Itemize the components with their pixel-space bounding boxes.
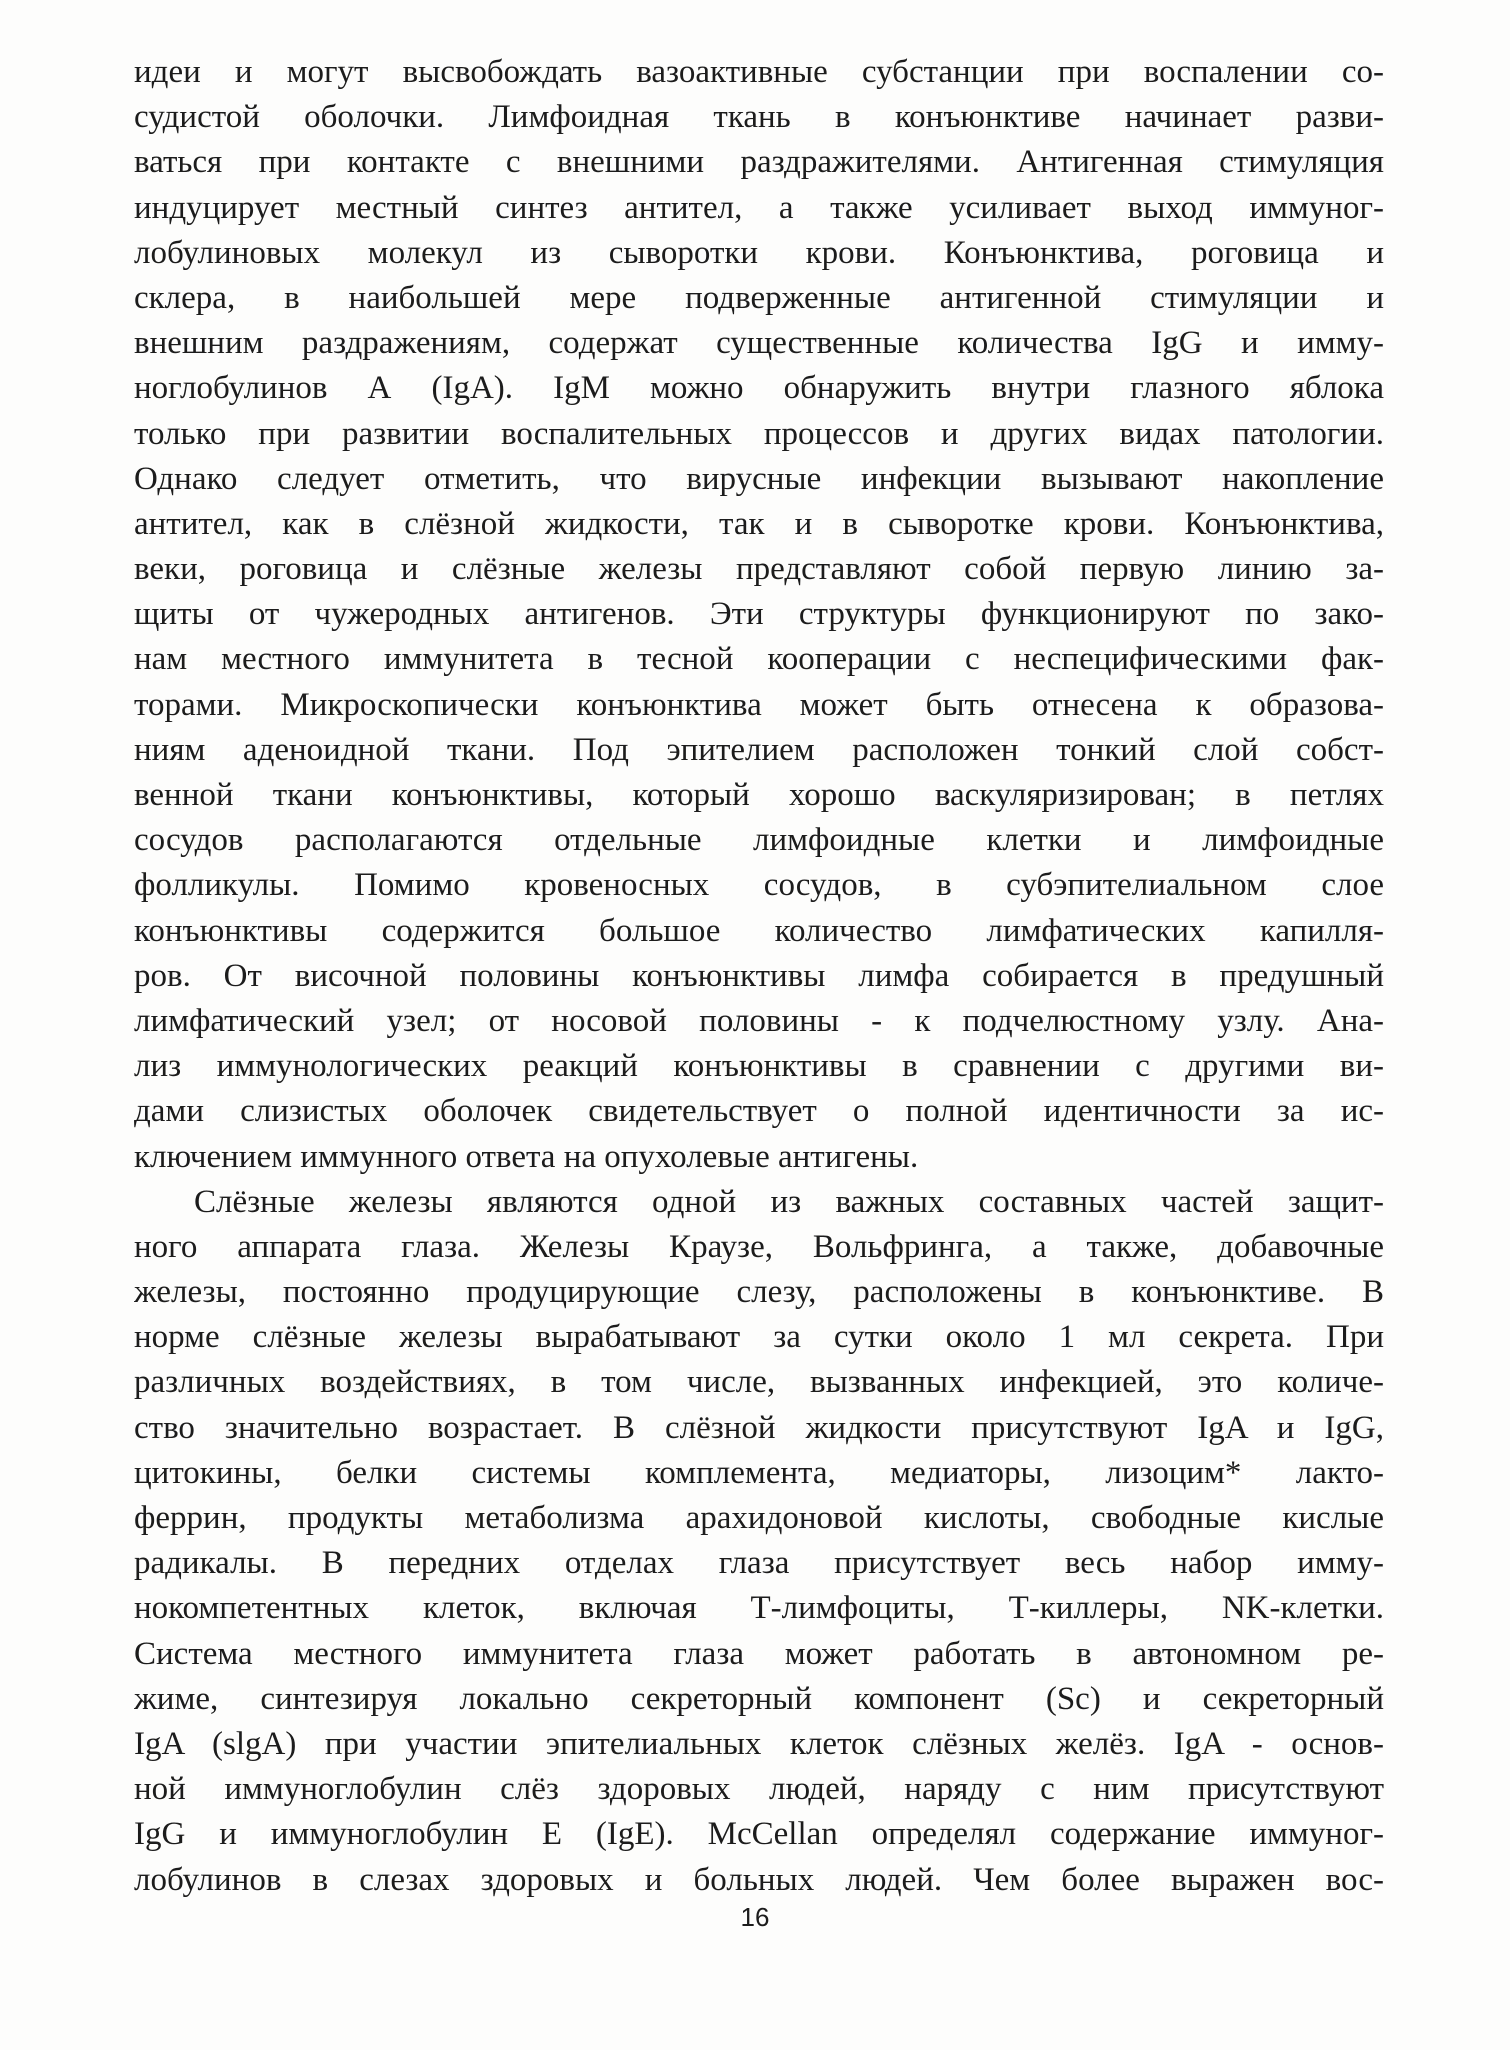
text-line: дами слизистых оболочек свидетельствует о полной идентичности за ис-	[134, 1093, 1384, 1130]
text-line: склера, в наибольшей мере подверженные антигенной стимуляции и	[134, 279, 1384, 316]
text-line: лиз иммунологических реакций конъюнктивы в сравнении с другими ви-	[134, 1048, 1384, 1085]
text-line: ной иммуноглобулин слёз здоровых людей, наряду с ним присутствуют	[134, 1771, 1384, 1808]
text-line: IgA (slgA) при участии эпителиальных клеток слёзных желёз. IgA - основ-	[134, 1725, 1384, 1762]
text-line: нам местного иммунитета в тесной кооперации с неспецифическими фак-	[134, 641, 1384, 678]
text-line: ключением иммунного ответа на опухолевые антигены.	[134, 1138, 919, 1175]
text-line: веки, роговица и слёзные железы представляют собой первую линию за-	[134, 551, 1384, 588]
text-line: жиме, синтезируя локально секреторный компонент (Sc) и секреторный	[134, 1680, 1384, 1717]
text-line: ваться при контакте с внешними раздражителями. Антигенная стимуляция	[134, 144, 1384, 181]
text-line: ство значительно возрастает. В слёзной жидкости присутствуют IgA и IgG,	[134, 1409, 1384, 1446]
text-line: лобулиновых молекул из сыворотки крови. Конъюнктива, роговица и	[134, 234, 1384, 271]
paragraph	[134, 1180, 1384, 1903]
text-line: цитокины, белки системы комплемента, медиаторы, лизоцим* лакто-	[134, 1454, 1384, 1491]
page-number: 16	[740, 1902, 770, 1932]
text-line: только при развитии воспалительных процессов и других видах патологии.	[134, 415, 1384, 452]
text-line: лимфатический узел; от носовой половины - к подчелюстному узлу. Ана-	[134, 1002, 1384, 1039]
text-line: индуцирует местный синтез антител, а также усиливает выход иммуног-	[134, 189, 1384, 226]
text-line: идеи и могут высвобождать вазоактивные субстанции при воспалении со-	[134, 54, 1384, 90]
text-line: различных воздействиях, в том числе, вызванных инфекцией, это количе-	[134, 1364, 1384, 1401]
paragraph	[134, 50, 1384, 1180]
text-line: лобулинов в слезах здоровых и больных людей. Чем более выражен вос-	[134, 1861, 1384, 1898]
text-line: внешним раздражениям, содержат существенные количества IgG и имму-	[134, 325, 1384, 362]
text-line: торами. Микроскопически конъюнктива может быть отнесена к образова-	[134, 686, 1384, 723]
text-line: Слёзные железы являются одной из важных составных частей защит-	[194, 1183, 1384, 1220]
text-line: ниям аденоидной ткани. Под эпителием расположен тонкий слой собст-	[134, 731, 1384, 768]
text-line: феррин, продукты метаболизма арахидоновой кислоты, свободные кислые	[134, 1500, 1384, 1536]
text-line: железы, постоянно продуцирующие слезу, расположены в конъюнктиве. В	[134, 1274, 1384, 1311]
text-line: Однако следует отметить, что вирусные инфекции вызывают накопление	[134, 460, 1384, 497]
text-line: нокомпетентных клеток, включая Т-лимфоциты, Т-киллеры, NK-клетки.	[134, 1590, 1384, 1627]
text-line: ров. От височной половины конъюнктивы лимфа собирается в предушный	[134, 957, 1384, 994]
text-line: судистой оболочки. Лимфоидная ткань в конъюнктиве начинает разви-	[134, 99, 1384, 136]
text-line: венной ткани конъюнктивы, который хорошо васкуляризирован; в петлях	[134, 777, 1384, 813]
text-line: норме слёзные железы вырабатывают за сутки около 1 мл секрета. При	[134, 1319, 1384, 1356]
text-line: IgG и иммуноглобулин Е (IgE). McCellan определял содержание иммуног-	[134, 1816, 1384, 1853]
text-line: конъюнктивы содержится большое количество лимфатических капилля-	[134, 912, 1384, 949]
text-line: ного аппарата глаза. Железы Краузе, Вольфринга, а также, добавочные	[134, 1228, 1384, 1265]
text-line: ноглобулинов А (IgA). IgM можно обнаружить внутри глазного яблока	[134, 370, 1384, 407]
text-line: антител, как в слёзной жидкости, так и в сыворотке крови. Конъюнктива,	[134, 505, 1384, 542]
text-line: сосудов располагаются отдельные лимфоидные клетки и лимфоидные	[134, 822, 1384, 859]
text-line: щиты от чужеродных антигенов. Эти структуры функционируют по зако-	[134, 596, 1384, 633]
body-text	[134, 50, 1384, 1903]
text-line: Система местного иммунитета глаза может работать в автономном ре-	[134, 1635, 1384, 1672]
text-line: фолликулы. Помимо кровеносных сосудов, в субэпителиальном слое	[134, 867, 1384, 904]
text-line: радикалы. В передних отделах глаза присутствует весь набор имму-	[134, 1545, 1384, 1582]
